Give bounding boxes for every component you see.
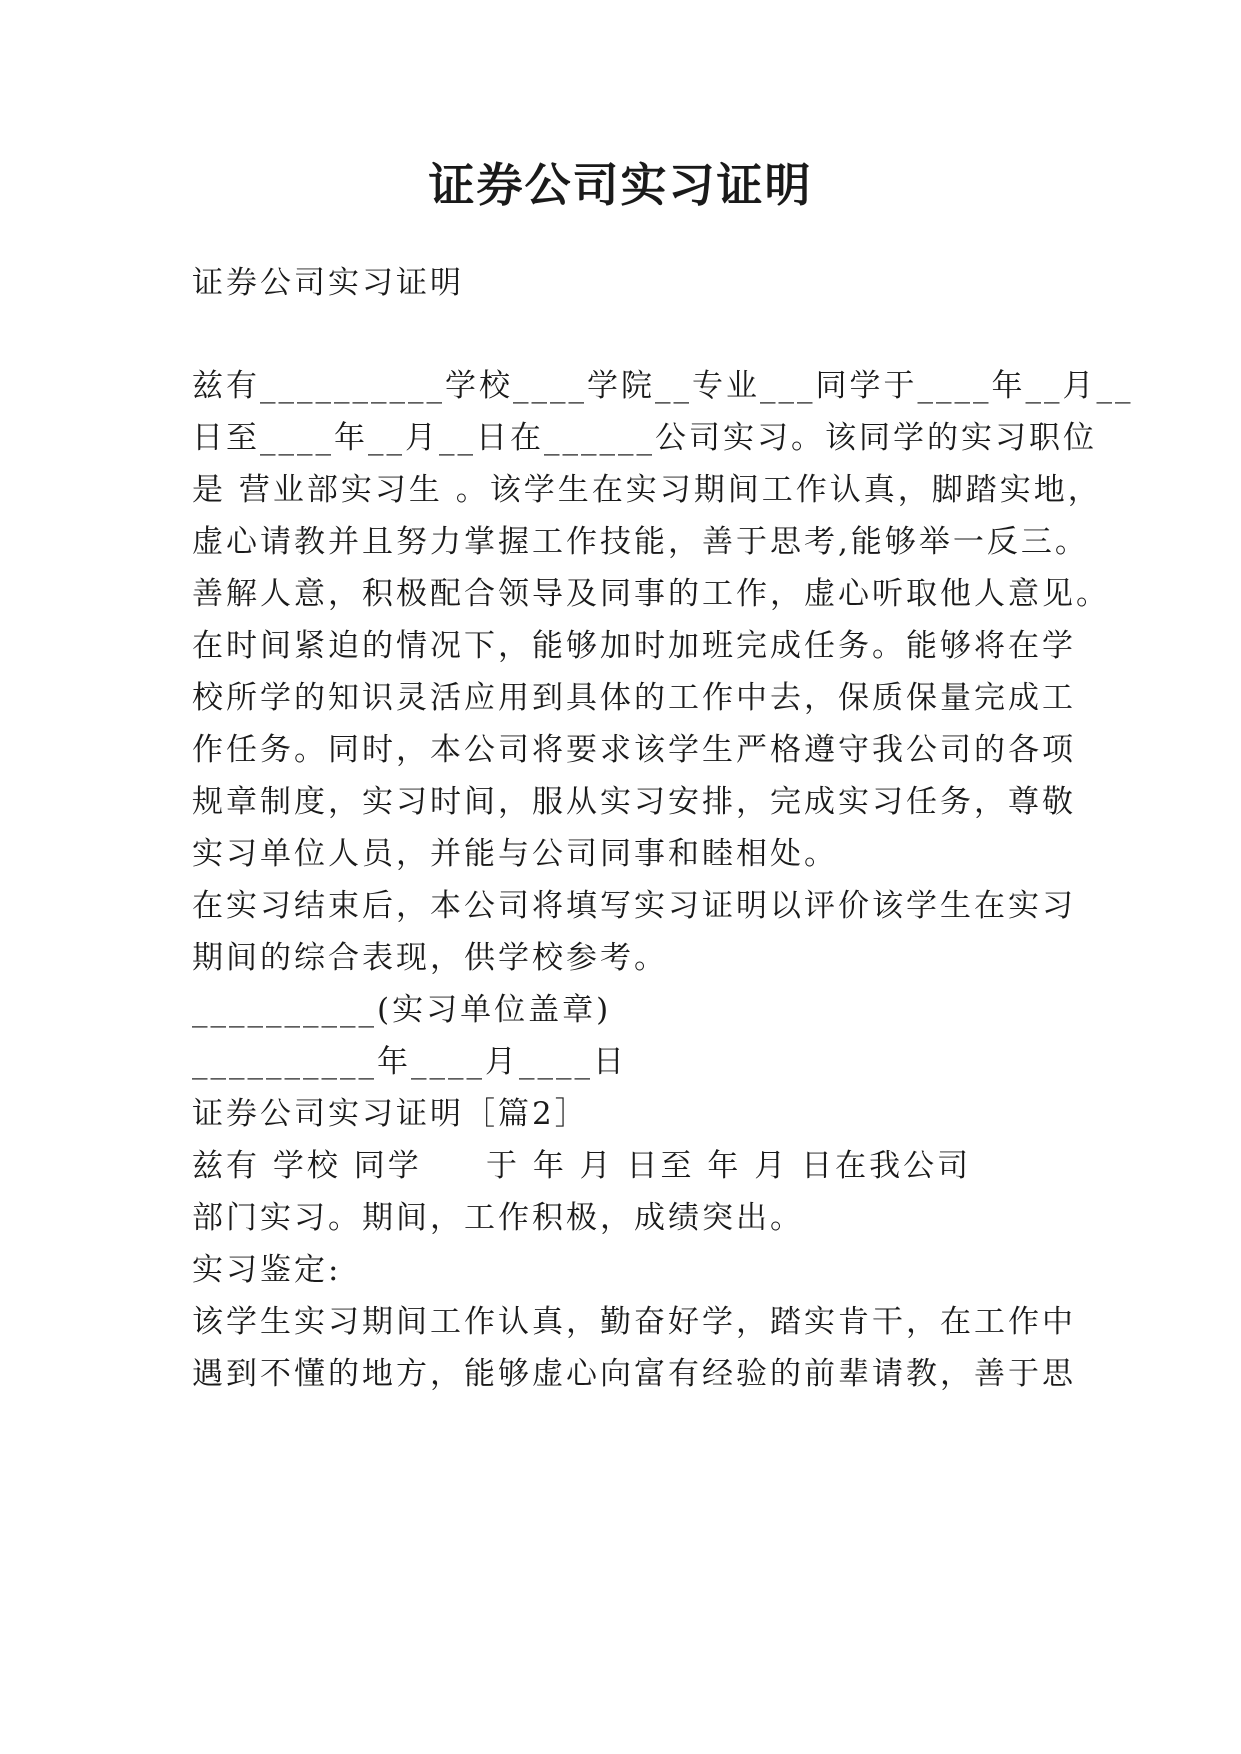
paragraph-line: 是 营业部实习生 。该学生在实习期间工作认真，脚踏实地， bbox=[192, 472, 1102, 508]
date-line: __________年____月____日 bbox=[192, 1044, 627, 1080]
label-line: 实习鉴定: bbox=[192, 1252, 342, 1288]
paragraph-line: 日至____年__月__日在______公司实习。该同学的实习职位 bbox=[192, 420, 1097, 456]
section-heading: 证券公司实习证明 bbox=[192, 265, 464, 301]
paragraph-line: 遇到不懂的地方，能够虚心向富有经验的前辈请教，善于思 bbox=[192, 1356, 1076, 1392]
paragraph-line: 虚心请教并且努力掌握工作技能，善于思考,能够举一反三。 bbox=[192, 524, 1089, 560]
seal-line: __________(实习单位盖章) bbox=[192, 992, 612, 1028]
paragraph-line: 作任务。同时，本公司将要求该学生严格遵守我公司的各项 bbox=[192, 732, 1076, 768]
paragraph-line: 在实习结束后，本公司将填写实习证明以评价该学生在实习 bbox=[192, 888, 1076, 924]
paragraph-line: 兹有__________学校____学院__专业___同学于____年__月__ bbox=[192, 368, 1134, 404]
paragraph-line: 兹有 学校 同学 于 年 月 日至 年 月 日在我公司 bbox=[192, 1148, 972, 1184]
paragraph-line: 该学生实习期间工作认真，勤奋好学，踏实肯干，在工作中 bbox=[192, 1304, 1076, 1340]
paragraph-line: 实习单位人员，并能与公司同事和睦相处。 bbox=[192, 836, 838, 872]
paragraph-line: 期间的综合表现，供学校参考。 bbox=[192, 940, 668, 976]
paragraph-line: 善解人意，积极配合领导及同事的工作，虚心听取他人意见。 bbox=[192, 576, 1110, 612]
document-title: 证券公司实习证明 bbox=[428, 158, 813, 212]
paragraph-line: 规章制度，实习时间，服从实习安排，完成实习任务，尊敬 bbox=[192, 784, 1076, 820]
paragraph-line: 校所学的知识灵活应用到具体的工作中去，保质保量完成工 bbox=[192, 680, 1076, 716]
section-heading: 证券公司实习证明［篇2］ bbox=[192, 1096, 589, 1132]
paragraph-line: 部门实习。期间，工作积极，成绩突出。 bbox=[192, 1200, 804, 1236]
paragraph-line: 在时间紧迫的情况下，能够加时加班完成任务。能够将在学 bbox=[192, 628, 1076, 664]
